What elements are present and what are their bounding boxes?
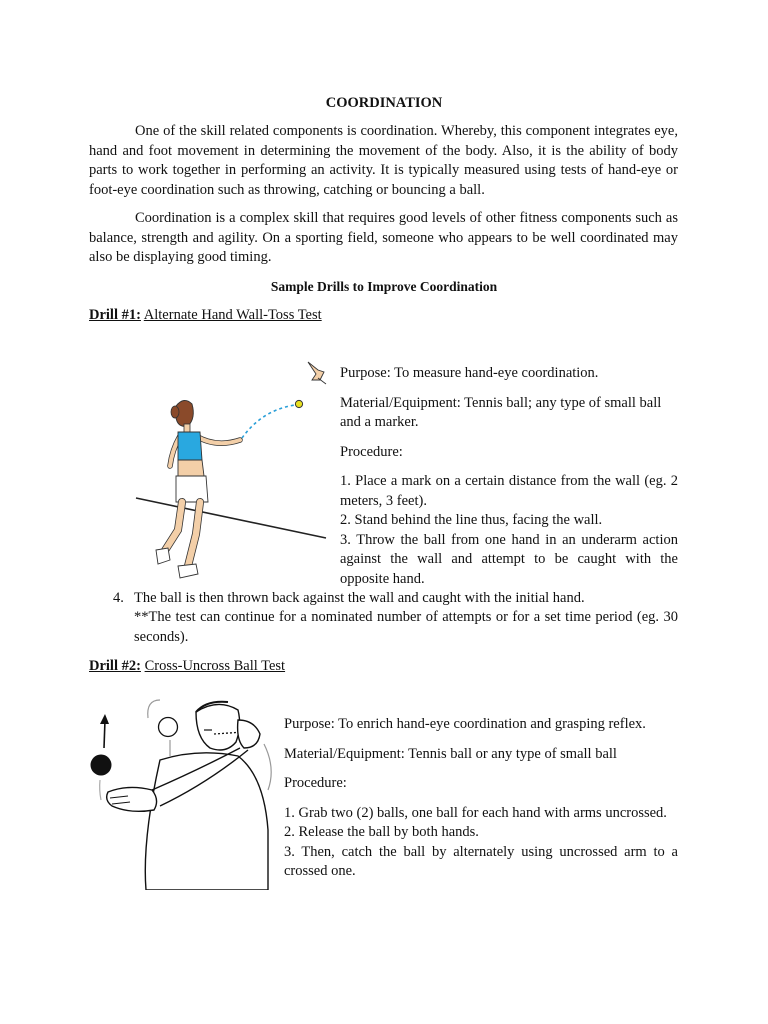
drill2-name: Cross-Uncross Ball Test bbox=[144, 658, 286, 674]
drill1-step-4-row bbox=[113, 589, 678, 609]
white-ball bbox=[159, 718, 178, 737]
drill2-material: Material/Equipment: Tennis ball or any type of small ball bbox=[284, 745, 617, 762]
drill1-procedure-label: Procedure: bbox=[340, 443, 403, 460]
drill1-label: Drill #1: bbox=[89, 307, 141, 323]
drill2-purpose: Purpose: To enrich hand-eye coordination and grasping reflex. bbox=[284, 716, 646, 732]
drill1-material: Material/Equipment: Tennis ball; any type of small ball and a marker. bbox=[340, 394, 662, 430]
wall-toss-illustration bbox=[130, 352, 340, 584]
drill2-steps bbox=[284, 804, 678, 882]
drill2-label: Drill #2: bbox=[89, 658, 141, 674]
drill1-note: **The test can continue for a nominated number of attempts or for a set time period (eg. 30 seconds). bbox=[134, 609, 678, 645]
intro-paragraph-1: One of the skill related components is coordination. Whereby, this component integrates eye, hand and foot movement in determining the movement of the body. Also, it is the ability of body parts to work together in performing an activity. It is typically measured using tests of hand-eye or foot-eye coordination such as throwing, catching or bouncing a ball. bbox=[89, 123, 678, 198]
intro-paragraph-2: Coordination is a complex skill that requires good levels of other fitness components such as balance, strength and agility. On a sporting field, someone who appears to be well coordinated may also be displaying good timing. bbox=[89, 210, 678, 265]
drill2-heading bbox=[89, 657, 285, 677]
drill1-details bbox=[340, 364, 678, 589]
drill2-procedure-label: Procedure: bbox=[284, 775, 347, 791]
black-ball bbox=[91, 755, 112, 776]
drill1-name: Alternate Hand Wall-Toss Test bbox=[143, 307, 322, 323]
page-title: COORDINATION bbox=[325, 95, 443, 111]
drill1-step-3: 3. Throw the ball from one hand in an underarm action against the wall and attempt to be caught with the opposite hand. bbox=[340, 531, 678, 587]
drill1-heading bbox=[89, 306, 322, 326]
cross-uncross-illustration bbox=[88, 690, 278, 890]
drill1-step-4: The ball is then thrown back against the wall and caught with the initial hand. bbox=[134, 590, 585, 606]
drill1-step-2: 2. Stand behind the line thus, facing the wall. bbox=[340, 512, 603, 528]
drill2-step-1: 1. Grab two (2) balls, one ball for each hand with arms uncrossed. bbox=[284, 804, 667, 821]
catching-hand-icon bbox=[308, 362, 326, 384]
sample-drills-heading: Sample Drills to Improve Coordination bbox=[270, 279, 498, 294]
drill1-steps bbox=[340, 472, 678, 589]
drill2-step-3: 3. Then, catch the ball by alternately using uncrossed arm to a crossed one. bbox=[284, 843, 678, 879]
drill2-step-2: 2. Release the ball by both hands. bbox=[284, 824, 479, 840]
drill2-details bbox=[284, 715, 678, 882]
up-arrow-icon bbox=[100, 714, 109, 724]
drill1-step-4-number: 4. bbox=[113, 590, 124, 606]
drill1-step-1: 1. Place a mark on a certain distance from the wall (eg. 2 meters, 3 feet). bbox=[340, 473, 678, 509]
drill1-purpose: Purpose: To measure hand-eye coordination. bbox=[340, 365, 599, 381]
